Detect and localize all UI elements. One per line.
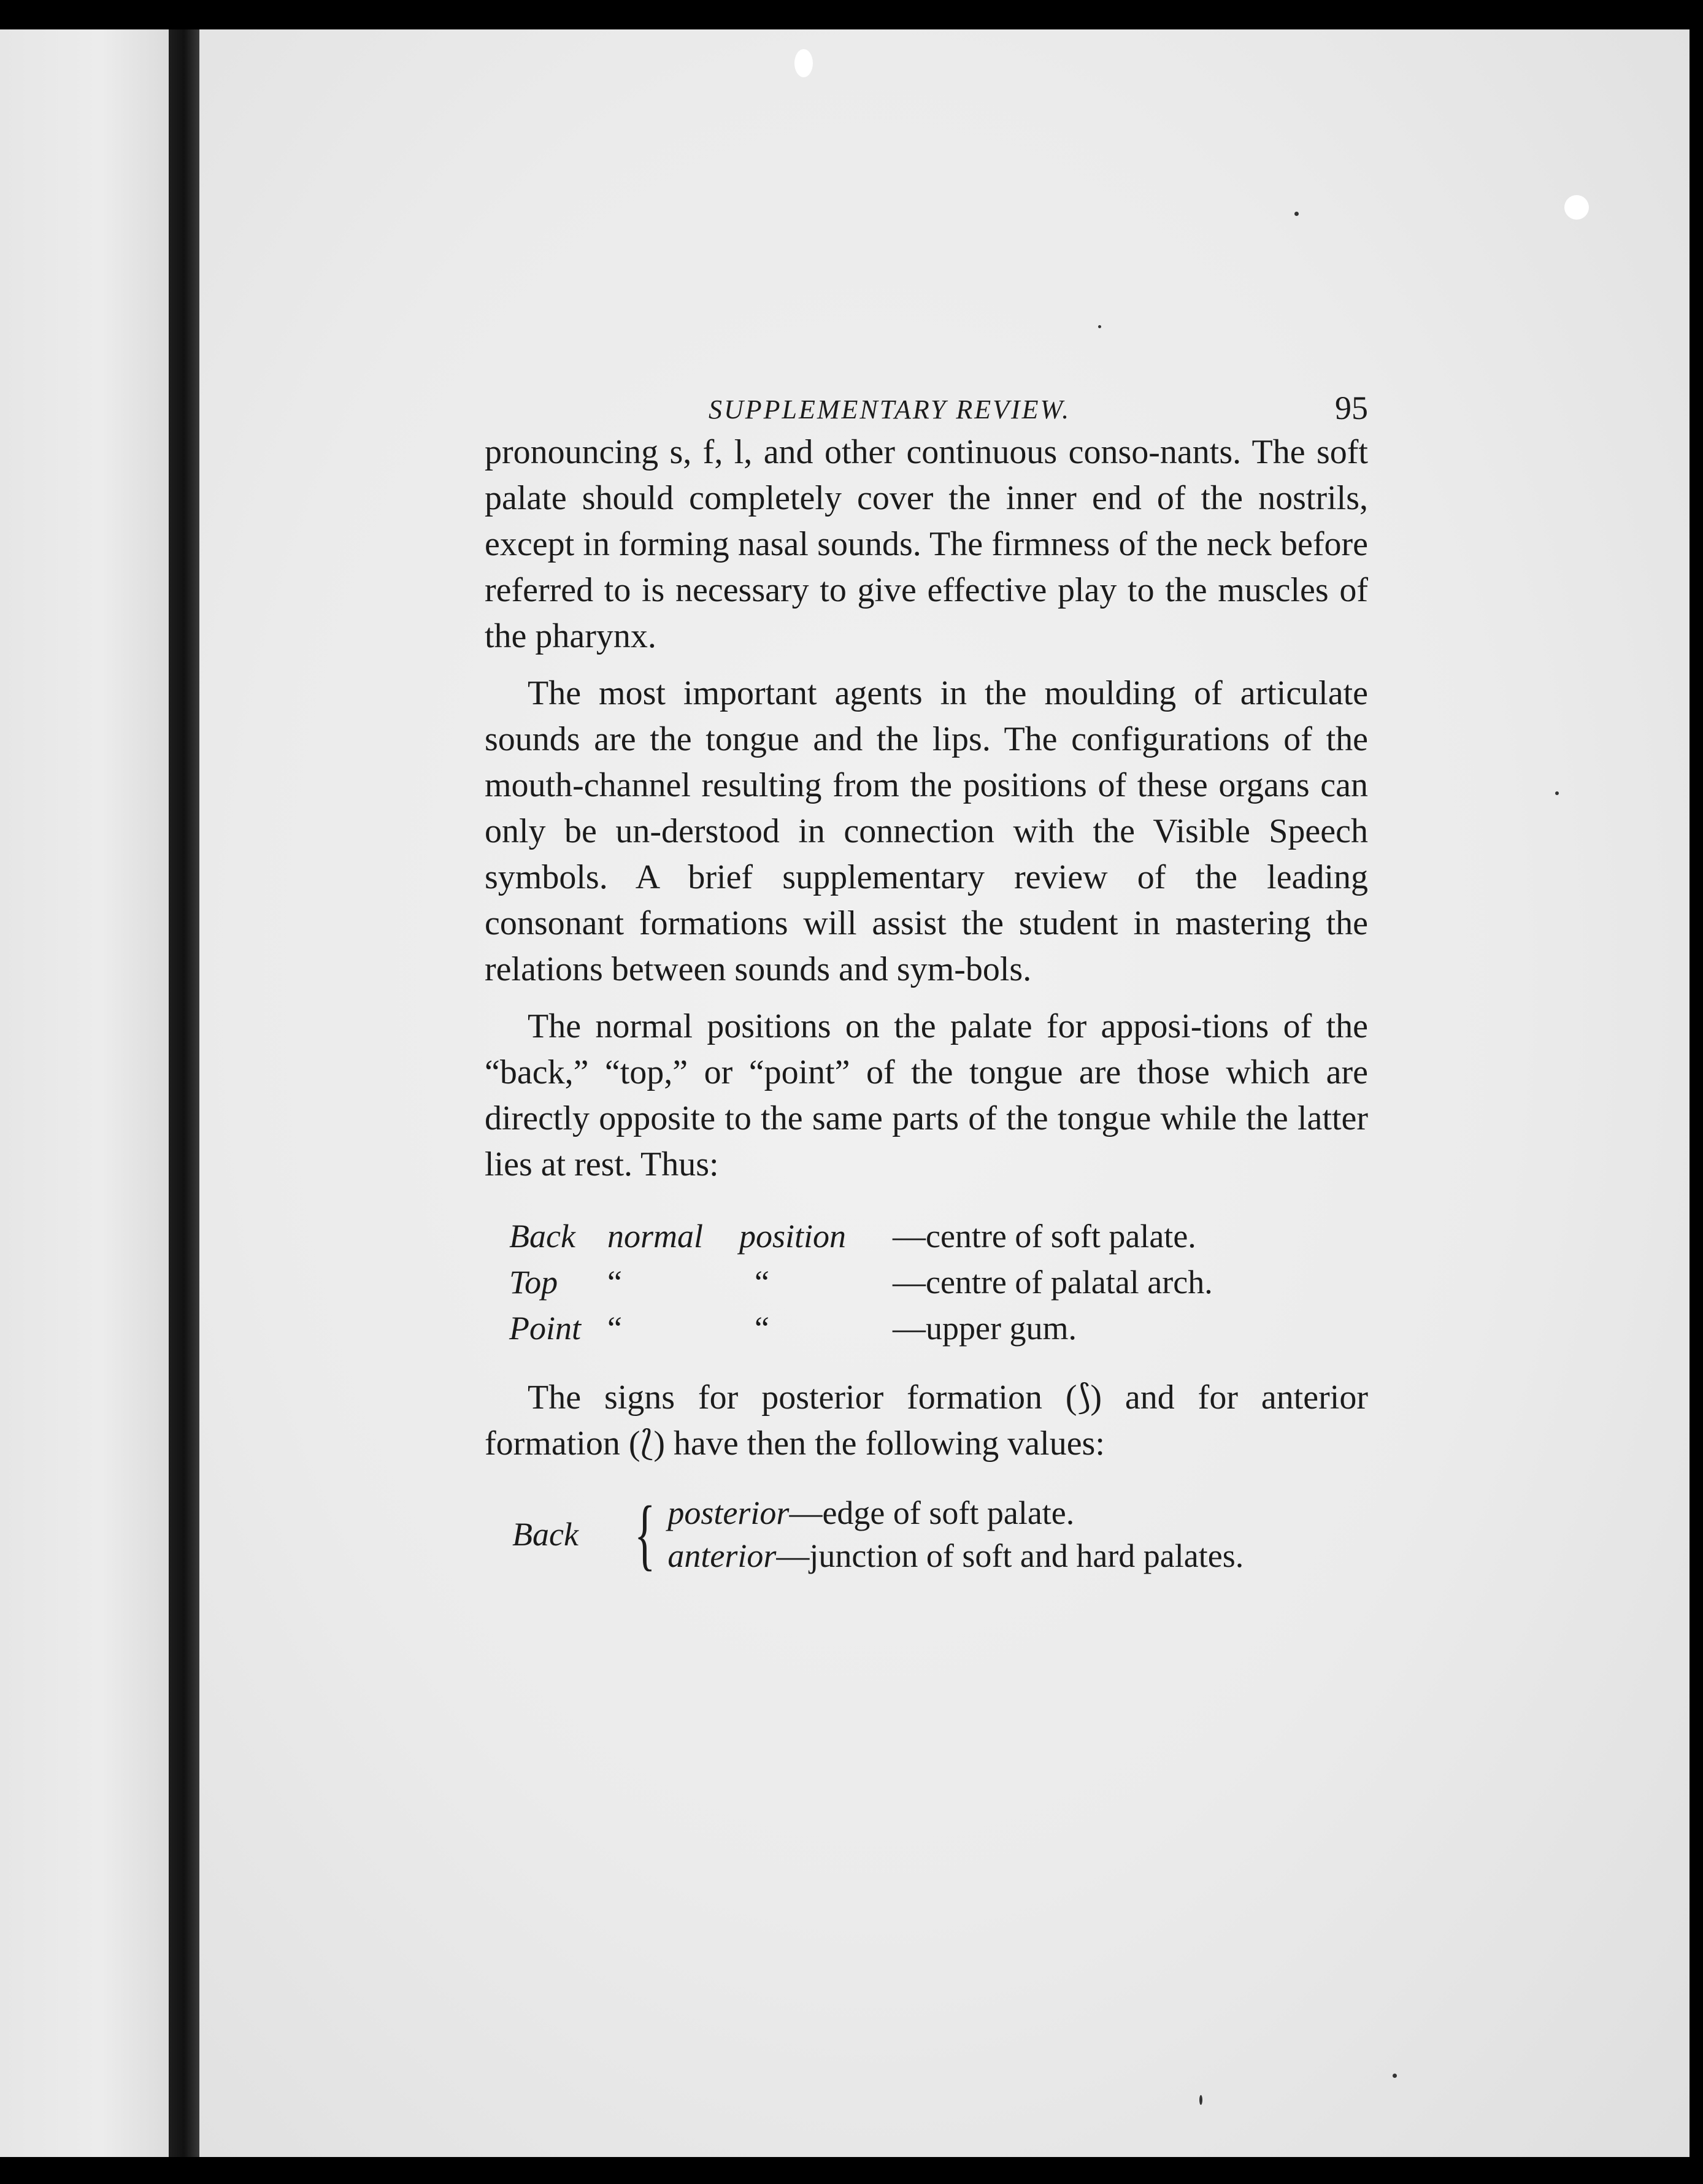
ditto-mark: “	[607, 1264, 622, 1301]
back-value-rows	[667, 1491, 1244, 1577]
ditto-mark: “	[755, 1310, 769, 1347]
positions-row-point	[509, 1305, 1368, 1352]
running-title: SUPPLEMENTARY REVIEW.	[709, 394, 1071, 425]
ditto-mark: “	[755, 1264, 769, 1301]
scan-bottom-border	[0, 2157, 1703, 2184]
back-values	[512, 1491, 1368, 1577]
brace: {	[634, 1490, 656, 1578]
paragraph-agents: The most important agents in the moulding of articulate sounds are the tongue and the lips. The configurations of the mouth-channel resulting from the positions of these organs can only be un-derstood in connection with the Visible Speech symbols. A brief supplementary review of the leading consonant formations will assist the student in mastering the relations between sounds and sym-bols.	[485, 674, 1368, 988]
paper-speck	[1564, 195, 1589, 220]
row-label: Point	[509, 1310, 581, 1347]
back-row-posterior	[667, 1491, 1244, 1534]
positions-row-top	[509, 1259, 1368, 1305]
scan-right-border	[1690, 0, 1703, 2184]
row-value: —centre of palatal arch.	[893, 1264, 1213, 1301]
ink-dot	[1393, 2074, 1397, 2078]
page-content	[485, 374, 1368, 1577]
scan-top-border	[0, 0, 1703, 29]
book-gutter	[169, 0, 199, 2184]
ink-dot	[1098, 325, 1101, 328]
paper-speck	[794, 49, 813, 77]
row-value: —centre of soft palate.	[893, 1218, 1196, 1255]
ink-dot	[1294, 212, 1299, 216]
header-position: position	[739, 1218, 847, 1255]
header-normal: normal	[607, 1218, 704, 1255]
back-row-anterior	[667, 1534, 1244, 1577]
positions-row-back	[509, 1213, 1368, 1259]
term-posterior: posterior	[667, 1494, 790, 1531]
row-label: Top	[509, 1264, 558, 1301]
value-anterior: —junction of soft and hard palates.	[776, 1537, 1244, 1574]
paragraph-signs: The signs for posterior formation (⟆) and for anterior formation (⟅) have then the following values:	[485, 1378, 1368, 1463]
ditto-mark: “	[607, 1310, 622, 1347]
paragraph-normal-positions: The normal positions on the palate for apposi-tions of the “back,” “top,” or “point” of the tongue are those which are directly opposite to the same parts of the tongue while the latter lies at rest. Thus:	[485, 1007, 1368, 1183]
page-number: 95	[1335, 390, 1368, 426]
back-label: Back	[512, 1516, 579, 1553]
row-value: —upper gum.	[893, 1310, 1077, 1347]
ink-dot	[1199, 2095, 1202, 2105]
running-head	[485, 374, 1368, 429]
value-posterior: —edge of soft palate.	[789, 1494, 1075, 1531]
paragraph-continued: pronouncing s, f, l, and other continuous conso-nants. The soft palate should completely cover the inner end of the nostrils, except in forming nasal sounds. The firmness of the neck before referred to is necessary to give effective play to the muscles of the pharynx.	[485, 433, 1368, 655]
ink-dot	[1555, 791, 1559, 795]
row-label: Back	[509, 1218, 575, 1255]
facing-page-edge	[0, 0, 169, 2184]
positions-table	[509, 1213, 1368, 1352]
term-anterior: anterior	[667, 1537, 777, 1574]
